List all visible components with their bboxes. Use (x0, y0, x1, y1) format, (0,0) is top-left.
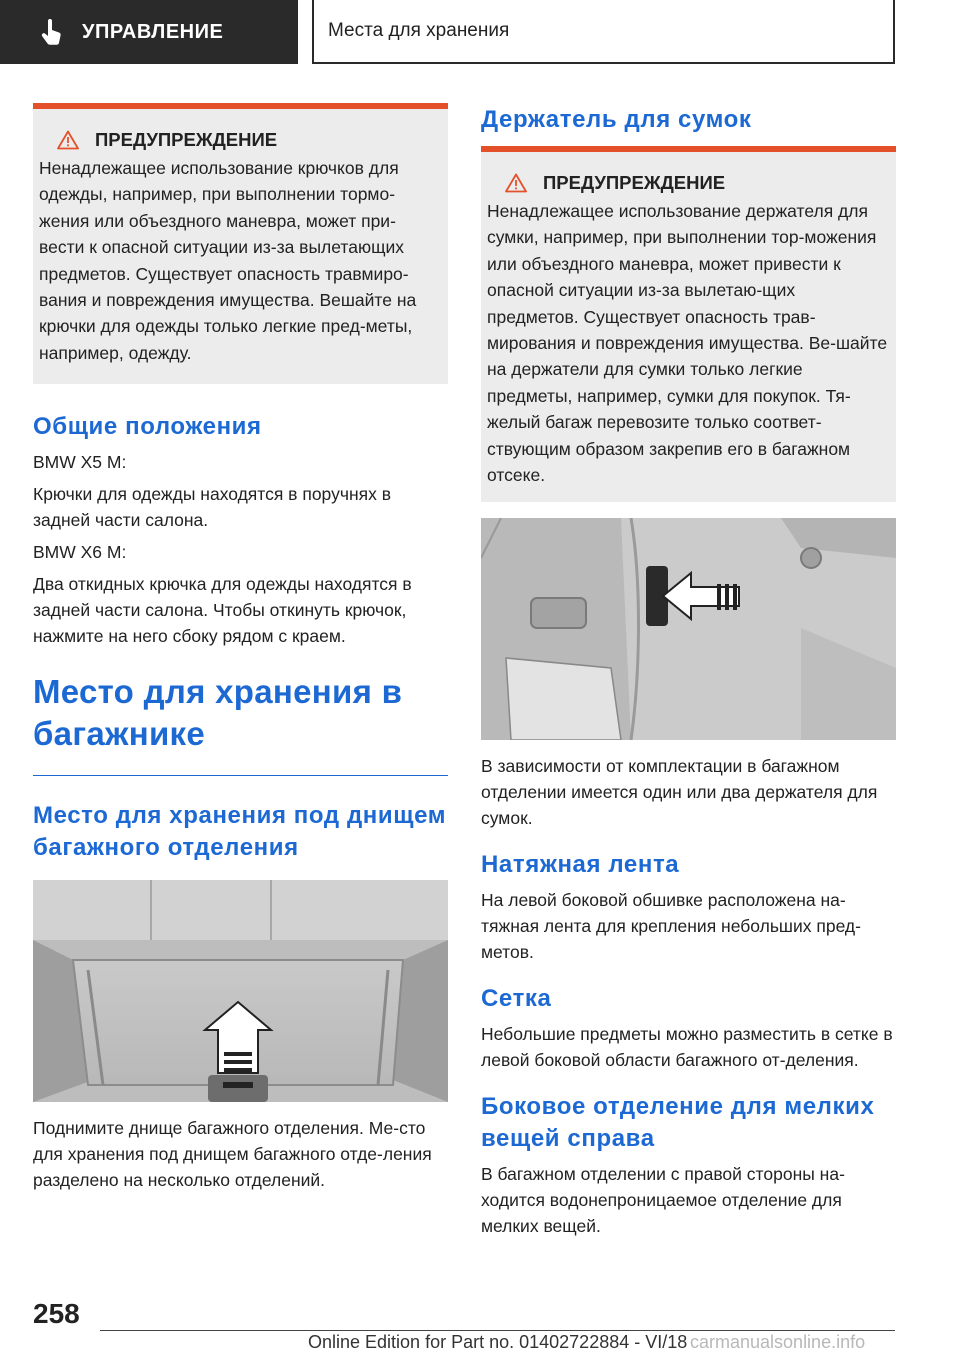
trunk-heading: Место для хранения в багажнике (33, 673, 403, 752)
page-number: 258 (33, 1298, 80, 1329)
bag-holder-heading: Держатель для сумок (481, 106, 752, 133)
bag-warning-title: ПРЕДУПРЕЖДЕНИЕ (543, 172, 726, 193)
bag-warning-header (487, 172, 888, 194)
underfloor-caption: Поднимите днище багажного отделения. Ме-сто для хранения под днищем багажного отде-ления разделено на несколько отделений. (33, 1118, 432, 1190)
strap-text: На левой боковой обшивке расположена на-тяжная лента для крепления небольших пред-метов. (481, 890, 861, 962)
warning-header (39, 129, 440, 151)
section-header (312, 0, 895, 64)
general-model-x6: BMW X6 M: (33, 542, 127, 562)
section-rule (33, 775, 448, 776)
bag-caption: В зависимости от комплектации в багажном отделении имеется один или два держателя для сумок. (481, 756, 878, 828)
underfloor-heading: Место для хранения под днищем багажного отделения (33, 802, 447, 861)
general-text-x5: Крючки для одежды находятся в поручнях в задней части салона. (33, 484, 392, 530)
warning-triangle-icon (57, 130, 79, 150)
general-heading: Общие положения (33, 413, 262, 440)
general-model-x5: BMW X5 M: (33, 452, 127, 472)
left-column (33, 100, 448, 1199)
side-compartment-heading: Боковое отделение для мелких вещей справа (481, 1093, 875, 1152)
chapter-label: УПРАВЛЕНИЕ (82, 20, 224, 43)
bag-holder-photo (481, 518, 896, 740)
warning-title: ПРЕДУПРЕЖДЕНИЕ (95, 129, 278, 150)
bag-warning-box (481, 146, 896, 502)
footer-rule (100, 1330, 895, 1331)
net-heading: Сетка (481, 985, 552, 1012)
warning-text: Ненадлежащее использование крючков для одежды, например, при выполнении тормо-жения или объездного маневра, может при-вести к опасной ситуации из-за вылетающих предметов. Существует опасность травмиро-вания и повреждения имущества. Вешайте на крючки для одежды только легкие пред-меты, например, одежду. (39, 158, 417, 363)
underfloor-storage-photo (33, 880, 448, 1102)
section-label: Места для хранения (328, 20, 510, 41)
strap-heading: Натяжная лента (481, 851, 680, 878)
watermark: carmanualsonline.info (690, 1332, 866, 1352)
warning-triangle-icon (505, 173, 527, 193)
warning-box (33, 103, 448, 384)
net-text: Небольшие предметы можно разместить в сетке в левой боковой области багажного от-деления. (481, 1024, 893, 1070)
hand-pointer-icon (40, 19, 64, 45)
edition-info: Online Edition for Part no. 01402722884 - VI/18 (308, 1332, 688, 1352)
bag-warning-text: Ненадлежащее использование держателя для сумки, например, при выполнении тор-можения или объездного маневра, может привести к опасной ситуации из-за вылетаю-щих предметов. Существует опасность трав-мирования и повреждения имущества. Ве-шайте на держатели для сумки только легкие предметы, например, сумки для покупок. Тя-желый багаж перевозите только соответ-ствующим образом закрепив его в багажном отсеке. (487, 201, 888, 486)
general-text-x6: Два откидных крючка для одежды находятся в задней части салона. Чтобы откинуть крючок, нажмите на него сбоку рядом с краем. (33, 574, 412, 646)
chapter-tab[interactable] (0, 0, 298, 64)
right-column (481, 100, 896, 1245)
side-compartment-text: В багажном отделении с правой стороны на-ходится водонепроницаемое отделение для мелких вещей. (481, 1164, 845, 1236)
